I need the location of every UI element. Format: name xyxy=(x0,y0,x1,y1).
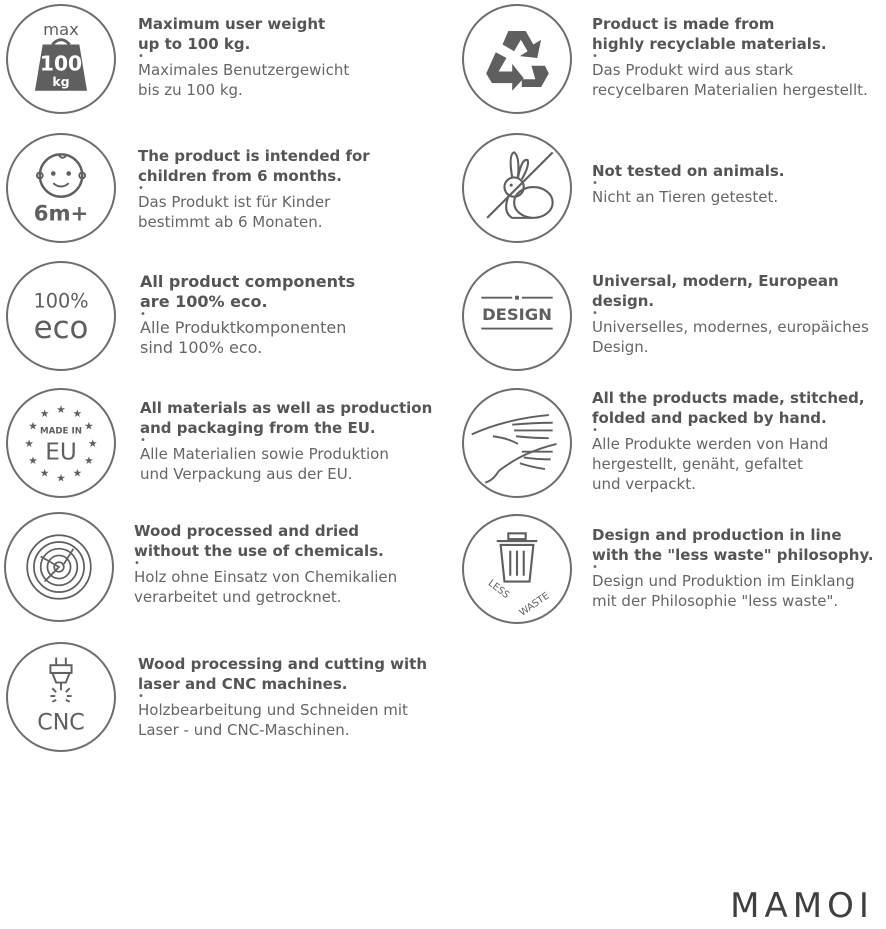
feature-text xyxy=(138,654,427,740)
feature-text-de: Universelles, modernes, europäiches Design. xyxy=(592,318,869,356)
feature-text-de: Design und Produktion im Einklang mit der Philosophie "less waste". xyxy=(592,572,855,610)
svg-text:★: ★ xyxy=(24,437,34,450)
separator-dot: • xyxy=(592,425,598,436)
separator-dot: • xyxy=(592,308,598,319)
feature-text xyxy=(592,14,868,100)
made-in-eu-icon xyxy=(6,388,116,498)
brand-logo xyxy=(724,883,880,925)
separator-dot: • xyxy=(140,309,146,320)
feature-title-en: All materials as well as production and packaging from the EU. xyxy=(140,399,433,437)
feature-text-de: Holz ohne Einsatz von Chemikalien verarbeitet und getrocknet. xyxy=(134,568,398,606)
svg-text:★: ★ xyxy=(39,467,50,480)
svg-text:★: ★ xyxy=(72,407,83,420)
separator-dot: • xyxy=(592,178,598,189)
feature-text xyxy=(592,388,865,494)
feature-title-en: Universal, modern, European design. xyxy=(592,272,839,310)
feature-text xyxy=(134,521,397,607)
feature-title-en: Design and production in line with the "less waste" philosophy. xyxy=(592,526,874,564)
svg-text:★: ★ xyxy=(84,420,94,433)
separator-dot: • xyxy=(138,183,144,194)
recycle-icon xyxy=(462,4,572,114)
svg-text:★: ★ xyxy=(28,420,38,433)
feature-text-de: Maximales Benutzergewicht bis zu 100 kg. xyxy=(138,61,350,99)
brand-logo-text: MAMOI xyxy=(730,886,874,925)
svg-text:★: ★ xyxy=(84,455,94,468)
rabbit-crossed-icon xyxy=(462,133,572,243)
trash-bin-icon xyxy=(462,514,572,624)
eu-label: EU xyxy=(45,439,77,466)
feature-text xyxy=(140,398,432,484)
feature-text xyxy=(138,146,370,232)
feature-title-en: All the products made, stitched, folded and packed by hand. xyxy=(592,389,865,427)
svg-text:★: ★ xyxy=(56,404,66,417)
design-label: DESIGN xyxy=(482,304,552,324)
baby-face-icon xyxy=(6,133,116,243)
separator-dot: • xyxy=(592,51,598,62)
feature-text xyxy=(140,272,355,358)
separator-dot: • xyxy=(138,691,144,702)
feature-title-en: Maximum user weight up to 100 kg. xyxy=(138,15,326,53)
feature-text-de: Das Produkt ist für Kinder bestimmt ab 6 Monaten. xyxy=(138,193,331,231)
eco-percent-label: 100% xyxy=(33,289,89,313)
feature-text-de: Das Produkt wird aus stark recycelbaren Materialien hergestellt. xyxy=(592,61,868,99)
feature-text-de: Alle Produktkomponenten sind 100% eco. xyxy=(140,318,347,357)
weight-max-label: max xyxy=(43,19,79,39)
separator-dot: • xyxy=(592,562,598,573)
feature-text-de: Alle Produkte werden von Hand hergestellt, genäht, gefaltet und verpackt. xyxy=(592,435,829,493)
svg-text:★: ★ xyxy=(39,407,50,420)
feature-title-en: The product is intended for children from 6 months. xyxy=(138,147,370,185)
feature-text-de: Holzbearbeitung und Schneiden mit Laser - und CNC-Maschinen. xyxy=(138,701,408,739)
svg-text:★: ★ xyxy=(72,467,83,480)
wood-log-icon xyxy=(4,512,114,622)
feature-title-en: Product is made from highly recyclable materials. xyxy=(592,15,827,53)
eco-icon xyxy=(6,261,116,371)
feature-text-de: Nicht an Tieren getestet. xyxy=(592,188,779,206)
weight-unit-label: kg xyxy=(52,73,70,89)
eco-label: eco xyxy=(33,310,89,347)
weight-value-label: 100 xyxy=(39,51,83,76)
waste-label: WASTE xyxy=(517,590,552,619)
design-icon xyxy=(462,261,572,371)
feature-text xyxy=(592,525,874,611)
age-label: 6m+ xyxy=(33,200,89,226)
svg-text:★: ★ xyxy=(88,437,98,450)
cnc-label: CNC xyxy=(37,709,85,736)
feature-text xyxy=(592,161,785,207)
weight-icon xyxy=(6,4,116,114)
separator-dot: • xyxy=(134,558,140,569)
feature-text xyxy=(138,14,349,100)
feature-title-en: Wood processing and cutting with laser and CNC machines. xyxy=(138,655,428,693)
made-in-label: MADE IN xyxy=(40,426,82,437)
cnc-laser-icon xyxy=(6,642,116,752)
separator-dot: • xyxy=(140,435,146,446)
feature-title-en: Not tested on animals. xyxy=(592,162,785,180)
feature-title-en: All product components are 100% eco. xyxy=(140,272,356,311)
less-label: LESS xyxy=(485,577,512,602)
feature-title-en: Wood processed and dried without the use of chemicals. xyxy=(134,522,384,560)
hands-icon xyxy=(462,388,572,498)
feature-text xyxy=(592,271,869,357)
svg-text:★: ★ xyxy=(28,455,38,468)
svg-text:★: ★ xyxy=(56,472,66,485)
separator-dot: • xyxy=(138,51,144,62)
feature-text-de: Alle Materialien sowie Produktion und Verpackung aus der EU. xyxy=(140,445,389,483)
